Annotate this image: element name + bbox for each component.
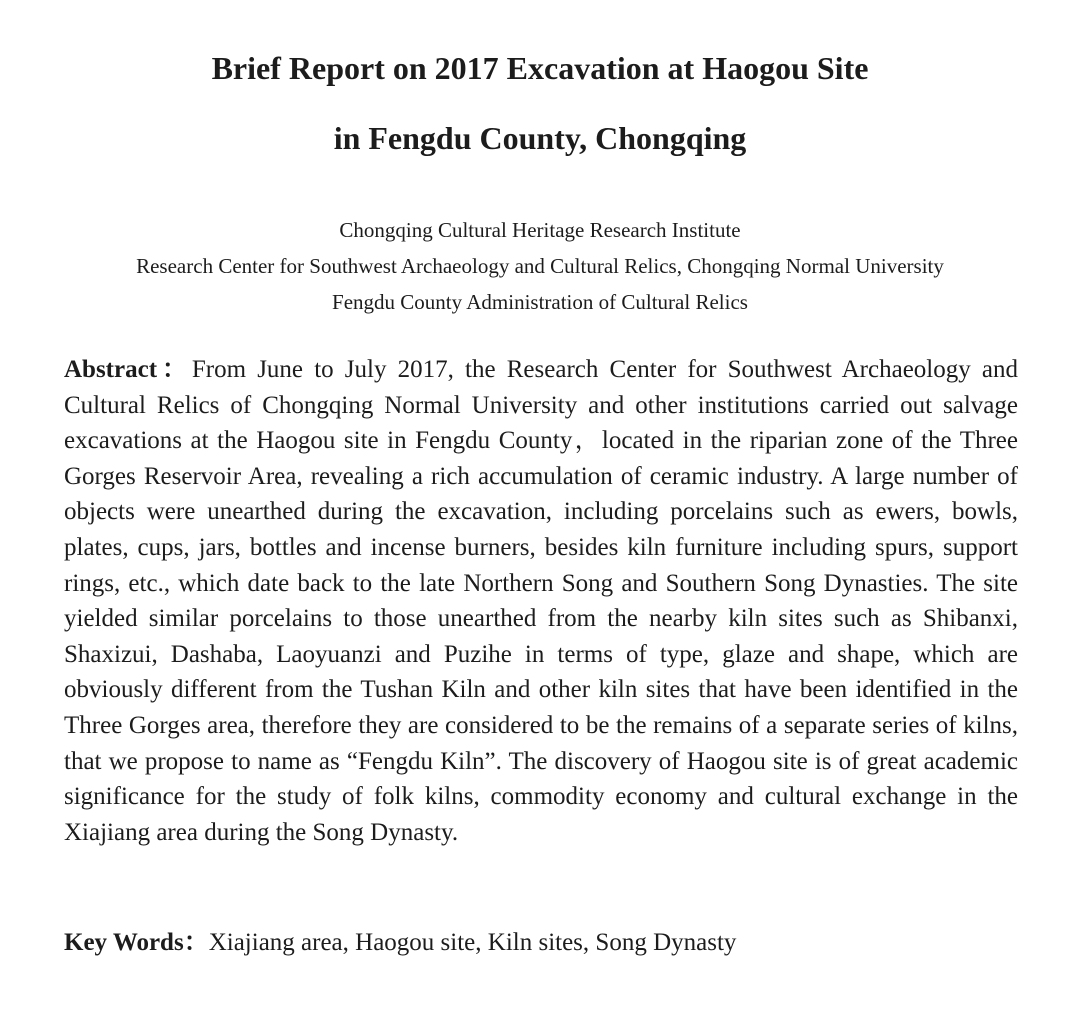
keywords-text: Xiajiang area, Haogou site, Kiln sites, Song Dynasty [208,929,737,956]
report-title-line-1: Brief Report on 2017 Excavation at Haogou Site [211,50,869,86]
abstract-label: Abstract： [64,356,192,383]
abstract-paragraph [64,352,1018,850]
affiliations-list [0,212,1080,320]
affiliation-2: Research Center for Southwest Archaeology and Cultural Relics, Chongqing Normal University [136,254,944,278]
keywords-label: Key Words： [64,929,209,956]
keywords-paragraph [64,925,1018,961]
affiliation-3: Fengdu County Administration of Cultural Relics [332,290,748,314]
affiliation-1: Chongqing Cultural Heritage Research Institute [339,218,741,242]
report-title-line-2: in Fengdu County, Chongqing [333,120,747,156]
abstract-text: From June to July 2017, the Research Center for Southwest Archaeology and Cultural Relics of Chongqing Normal University and other institutions carried out salvage excavations at the Haogou site in Fengdu County，located in the riparian zone of the Three Gorges Reservoir Area, revealing a rich accumulation of ceramic industry. A large number of objects were unearthed during the excavation, including porcelains such as ewers, bowls, plates, cups, jars, bottles and incense burners, besides kiln furniture including spurs, support rings, etc., which date back to the late Northern Song and Southern Song Dynasties. The site yielded similar porcelains to those unearthed from the nearby kiln sites such as Shibanxi, Shaxizui, Dashaba, Laoyuanzi and Puzihe in terms of type, glaze and shape, which are obviously different from the Tushan Kiln and other kiln sites that have been identified in the Three Gorges area, therefore they are considered to be the remains of a separate series of kilns, that we propose to name as “Fengdu Kiln”. The discovery of Haogou site is of great academic significance for the study of folk kilns, commodity economy and cultural exchange in the Xiajiang area during the Song Dynasty. [64,356,1018,846]
